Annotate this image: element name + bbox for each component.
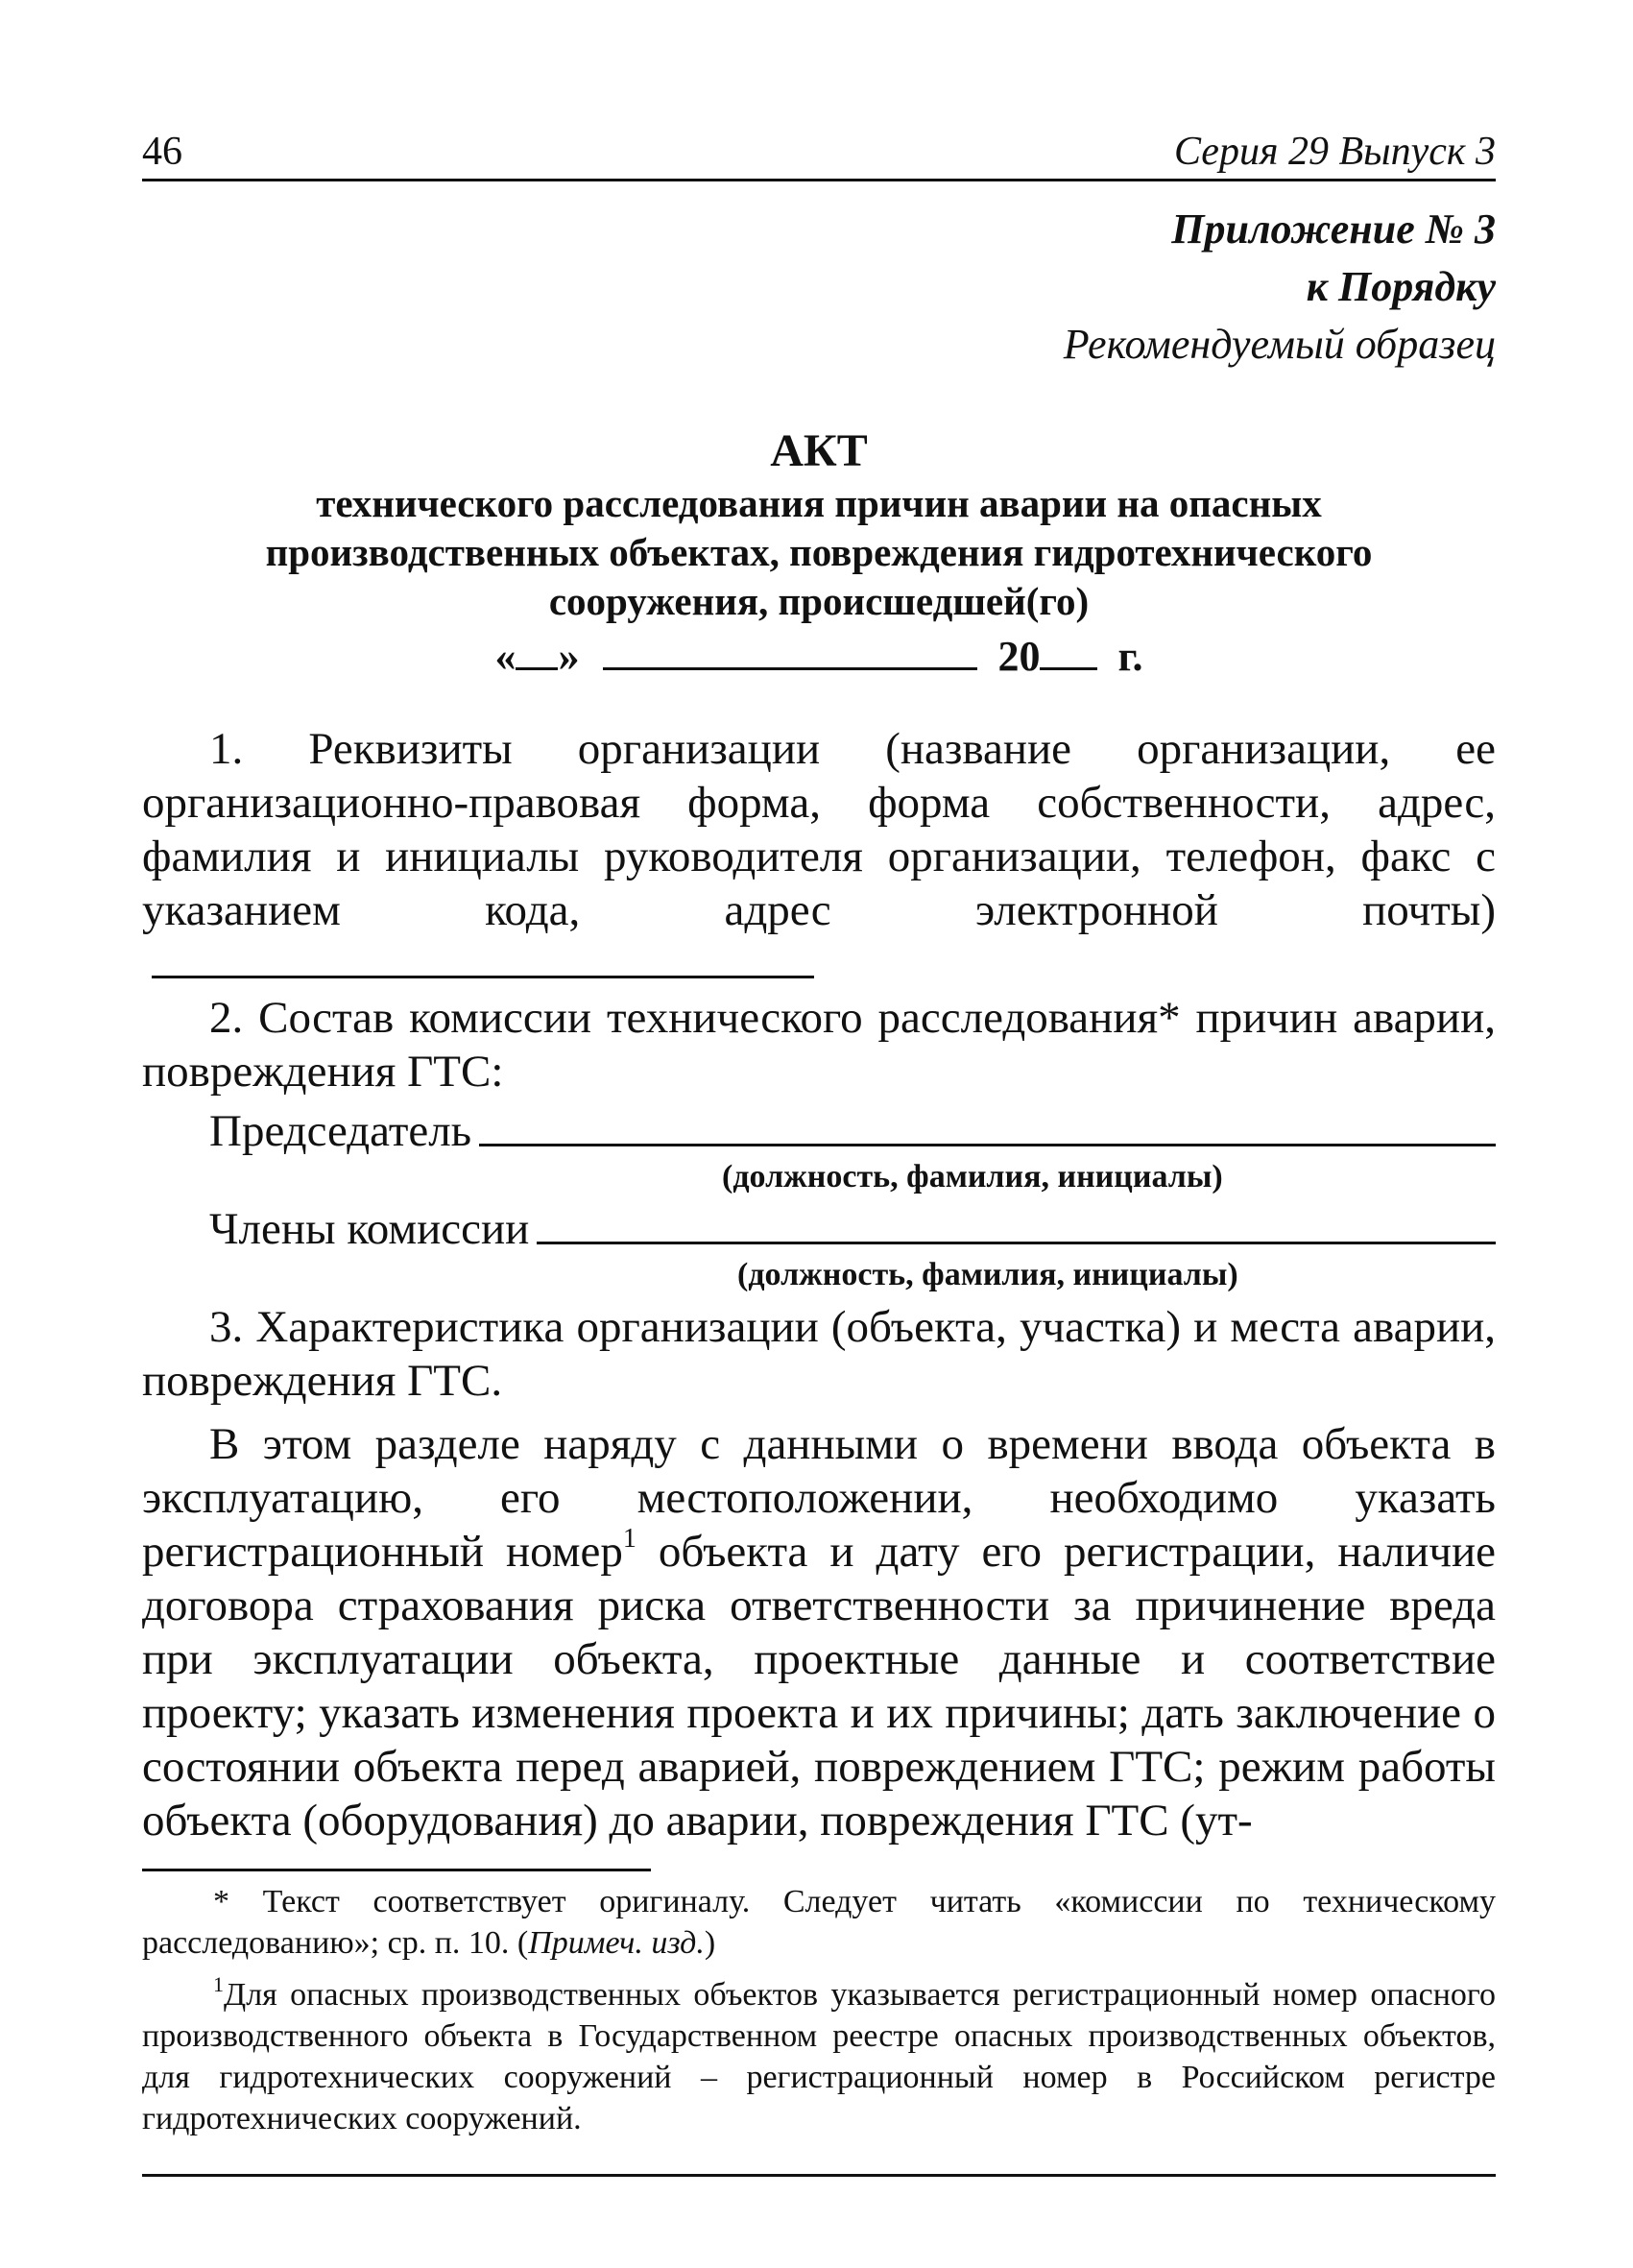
appendix-reference: к Порядку xyxy=(1306,263,1496,310)
title-line-3: сооружения, происшедшей(го) xyxy=(548,579,1090,623)
year-suffix: г. xyxy=(1117,633,1143,680)
bottom-rule xyxy=(142,2174,1496,2177)
year-prefix: 20 xyxy=(997,633,1041,680)
series-label: Серия 29 Выпуск 3 xyxy=(1174,130,1496,174)
requisites-blank xyxy=(152,937,814,978)
footnote-star xyxy=(142,1881,1496,1964)
footnote-ref-1: 1 xyxy=(622,1524,636,1554)
document-title xyxy=(142,423,1496,686)
footnote-star-text: * Текст соответствует оригиналу. Следует читать «комиссии по техническому расследованию»; ср. п. 10. ( xyxy=(142,1884,1496,1961)
footnote-star-italic: Примеч. изд. xyxy=(528,1925,705,1961)
appendix-number: Приложение № 3 xyxy=(1171,205,1496,253)
chairman-blank xyxy=(479,1144,1496,1146)
day-blank xyxy=(516,629,558,670)
sample-note: Рекомендуемый образец xyxy=(1063,321,1496,368)
footnote-star-close: ) xyxy=(704,1925,716,1961)
section-3-paragraph xyxy=(142,1417,1496,1847)
members-field xyxy=(142,1202,1496,1256)
footnote-1-mark: 1 xyxy=(213,1972,224,1996)
footnotes xyxy=(142,1881,1496,2139)
document-body xyxy=(142,722,1496,1847)
chairman-caption: (должность, фамилия, инициалы) xyxy=(722,1159,1223,1194)
chairman-field xyxy=(142,1104,1496,1158)
running-header xyxy=(142,125,1496,181)
footnote-1-text: Для опасных производственных объектов указывается регистрационный номер опасного производственного объекта в Государственном реестре опасных производственных объектов, для гидротехнических сооружений – регистрационный номер в Российском регистре гидротехнических сооружений. xyxy=(142,1977,1496,2136)
section-2-text: 2. Состав комиссии технического расследования* причин аварии, повреждения ГТС: xyxy=(142,993,1496,1097)
section-3-part-1: В этом разделе наряду с данными о времени ввода объекта в эксплуатацию, его местоположении, необходимо указать регистрационный номер xyxy=(142,1419,1496,1577)
month-blank xyxy=(603,629,977,670)
title-line-2: производственных объектах, повреждения гидротехнического xyxy=(265,530,1373,574)
page-number: 46 xyxy=(142,130,182,174)
appendix-block xyxy=(142,201,1496,374)
date-open-quote: « xyxy=(494,633,516,680)
section-1 xyxy=(142,722,1496,991)
title-line-1: технического расследования причин аварии на опасных xyxy=(316,481,1322,525)
members-caption: (должность, фамилия, инициалы) xyxy=(737,1257,1238,1292)
section-1-text: 1. Реквизиты организации (название организации, ее организационно-правовая форма, форма собственности, адрес, фамилия и инициалы руководителя организации, телефон, факс с указанием кода, адрес электронной почты) xyxy=(142,724,1496,935)
document-page xyxy=(142,125,1496,2177)
chairman-label: Председатель xyxy=(209,1106,472,1156)
date-close-quote: » xyxy=(558,633,580,680)
section-3-part-2: объекта и дату его регистрации, наличие договора страхования риска ответственности за причинение вреда при эксплуатации объекта, проектные данные и соответствие проекту; указать изменения проекта и их причины; дать заключение о состоянии объекта перед аварией, повреждением ГТС; режим работы объекта (оборудования) до аварии, повреждения ГТС (ут- xyxy=(142,1527,1496,1846)
footnote-1 xyxy=(142,1964,1496,2139)
section-3-text: 3. Характеристика организации (объекта, участка) и места аварии, повреждения ГТС. xyxy=(142,1302,1496,1406)
title-akt: АКТ xyxy=(770,425,868,476)
footnote-separator xyxy=(142,1869,651,1871)
year-blank xyxy=(1040,629,1097,670)
date-line xyxy=(142,628,1496,686)
members-label: Члены комиссии xyxy=(209,1204,530,1254)
members-blank xyxy=(537,1242,1496,1244)
